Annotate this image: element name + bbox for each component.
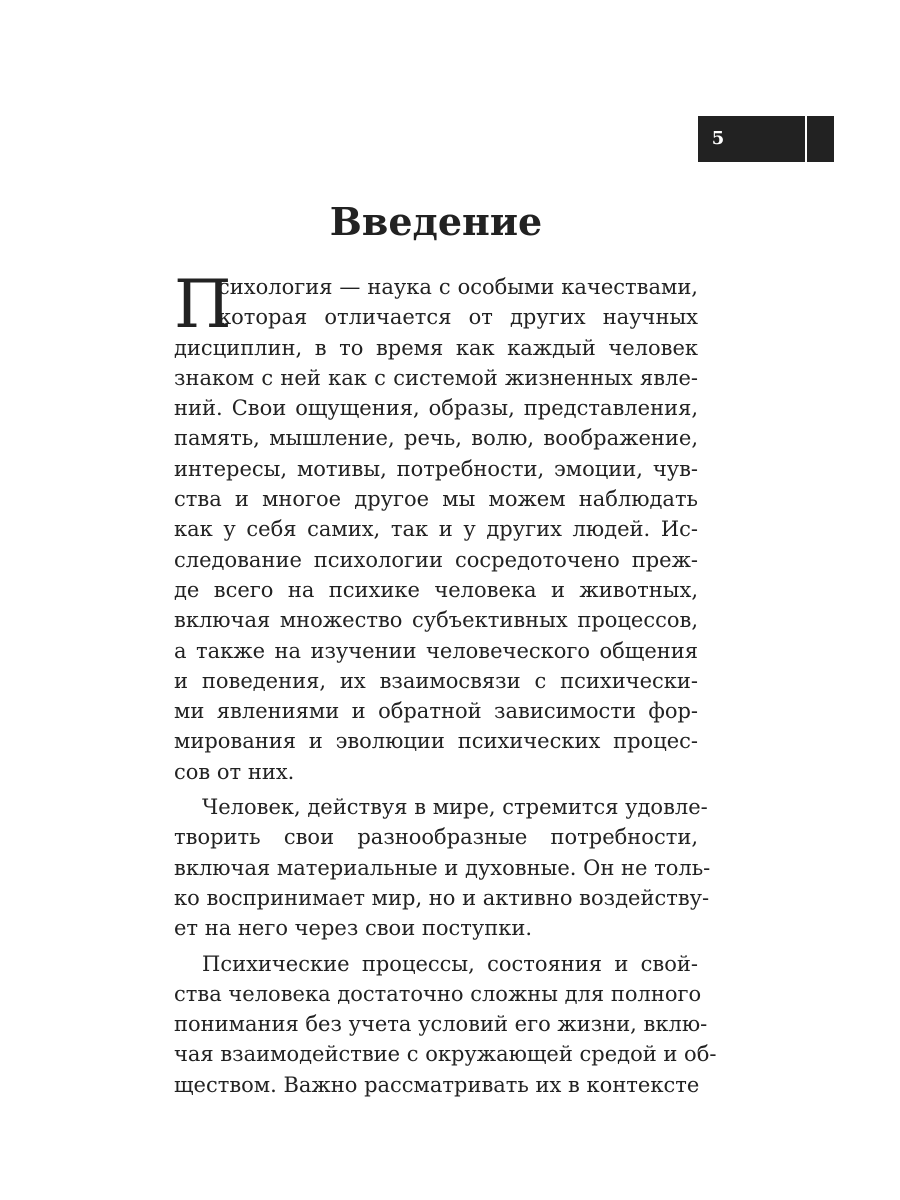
text-line: память, мышление, речь, волю, воображение,: [174, 426, 698, 451]
text-line: а также на изучении человеческого общения: [174, 638, 698, 663]
text-line: ми явлениями и обратной зависимости фор-: [174, 699, 698, 724]
text-line: и поведения, их взаимосвязи с психически-: [174, 668, 698, 693]
drop-cap: П: [174, 266, 232, 343]
text-line: следование психологии сосредоточено преж-: [174, 547, 698, 572]
text-line: Человек, действуя в мире, стремится удовле-: [202, 795, 708, 820]
text-line: интересы, мотивы, потребности, эмоции, чув-: [174, 456, 698, 481]
text-line: ществом. Важно рассматривать их в контексте: [174, 1072, 700, 1097]
text-line: творить свои разнообразные потребности,: [174, 825, 698, 850]
text-line: ства и многое другое мы можем наблюдать: [174, 487, 698, 512]
text-line: сихология — наука с особыми качествами,: [218, 275, 698, 299]
text-line: мирования и эволюции психических процес-: [174, 729, 698, 754]
text-line: ко воспринимает мир, но и активно воздейству-: [174, 885, 710, 910]
text-line: знаком с ней как с системой жизненных явле-: [174, 365, 698, 390]
body-text: [174, 266, 717, 1100]
page-number-tab: [698, 116, 834, 162]
text-line: как у себя самих, так и у других людей. Ис-: [174, 517, 698, 542]
page-number: 5: [711, 128, 725, 149]
text-line: сов от них.: [174, 759, 295, 784]
text-line: которая отличается от других научных: [218, 305, 698, 330]
text-line: ства человека достаточно сложны для полного: [174, 981, 702, 1006]
text-line: чая взаимодействие с окружающей средой и об-: [174, 1042, 717, 1067]
text-line: ний. Свои ощущения, образы, представления,: [174, 396, 698, 421]
text-line: ет на него через свои поступки.: [174, 916, 533, 941]
text-line: понимания без учета условий его жизни, вклю-: [174, 1012, 708, 1037]
text-line: дисциплин, в то время как каждый человек: [174, 335, 698, 360]
text-line: Психические процессы, состояния и свой-: [202, 951, 698, 976]
chapter-title: Введение: [329, 199, 543, 244]
text-line: де всего на психике человека и животных,: [174, 577, 698, 602]
text-line: включая множество субъективных процессов,: [174, 608, 698, 633]
text-line: включая материальные и духовные. Он не толь-: [174, 855, 711, 880]
tab-divider: [805, 116, 807, 162]
